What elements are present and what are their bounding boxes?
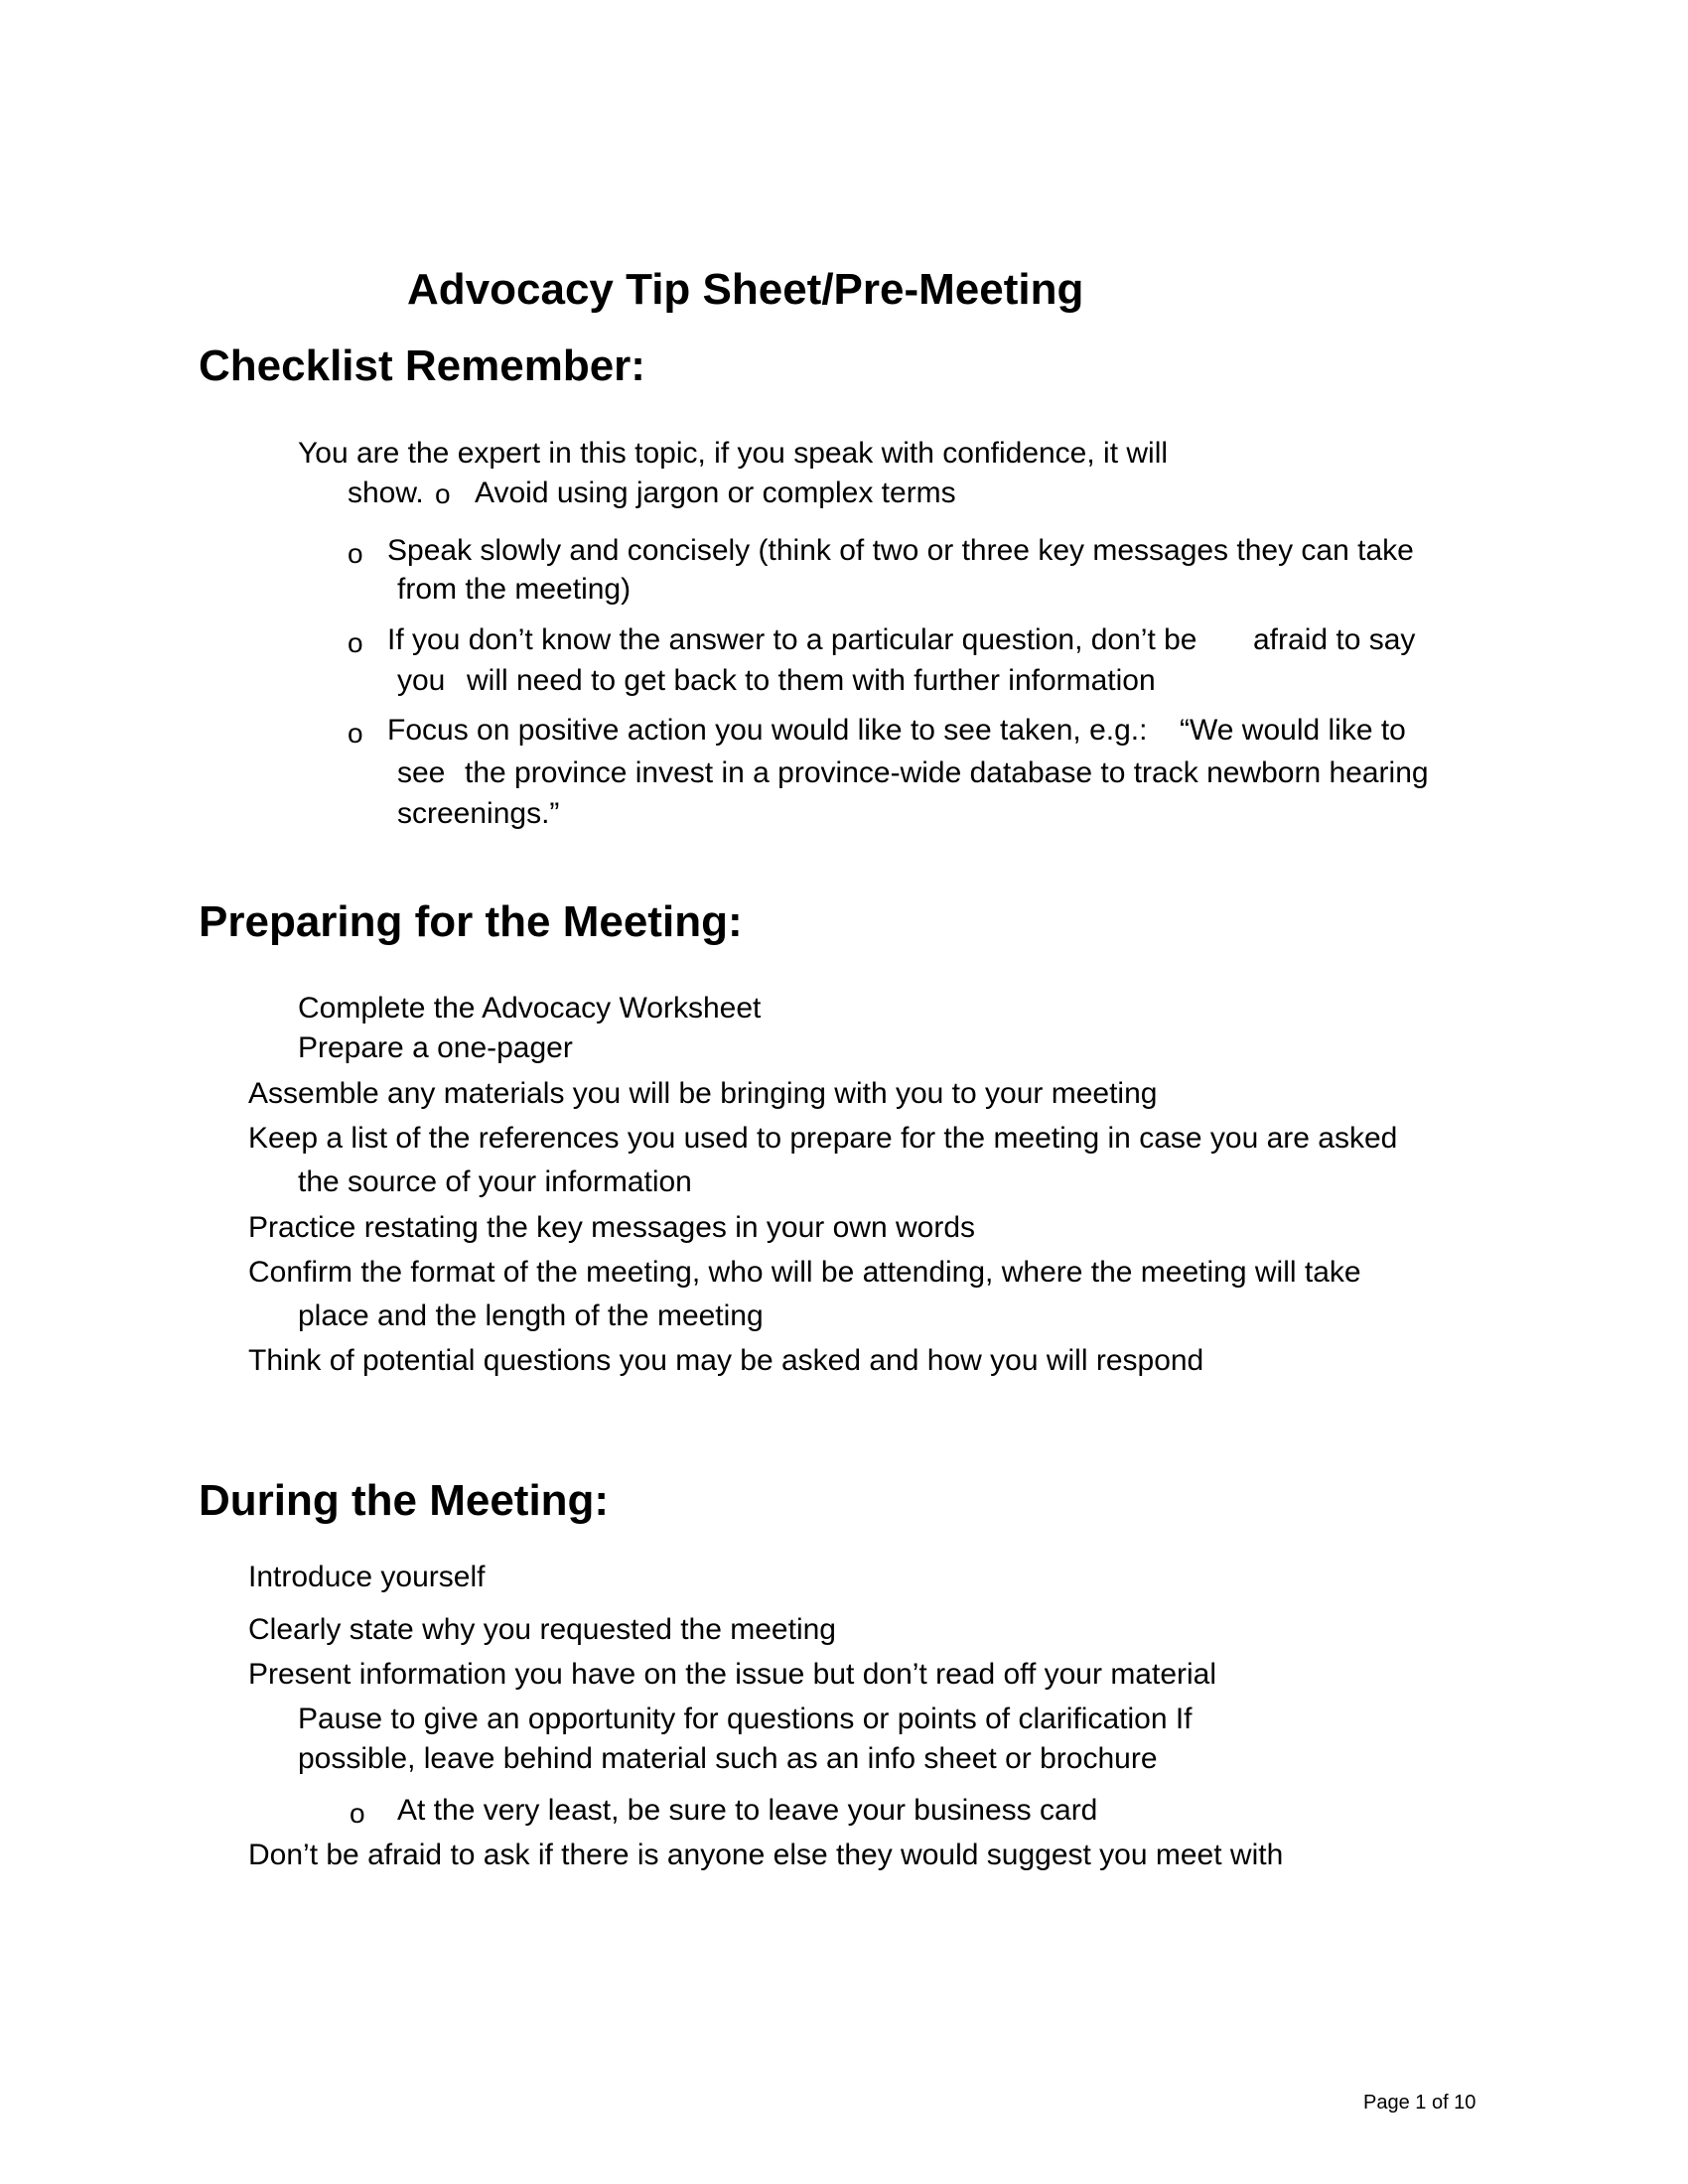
preparing-line: Complete the Advocacy Worksheet: [298, 992, 762, 1024]
preparing-line: the source of your information: [298, 1165, 692, 1198]
checklist-line: you: [397, 664, 446, 697]
checklist-line: If you don’t know the answer to a particular question, don’t be: [387, 623, 1197, 656]
preparing-line: Think of potential questions you may be asked and how you will respond: [248, 1344, 1204, 1377]
bullet-icon: o: [348, 718, 363, 749]
document-title: Advocacy Tip Sheet/Pre-Meeting: [407, 265, 1084, 314]
during-line: Don’t be afraid to ask if there is anyone else they would suggest you meet with: [248, 1839, 1284, 1871]
bullet-icon: o: [350, 1798, 365, 1829]
section-heading-preparing: Preparing for the Meeting:: [199, 897, 743, 946]
preparing-line: Confirm the format of the meeting, who will be attending, where the meeting will take: [248, 1256, 1361, 1289]
during-line: At the very least, be sure to leave your business card: [397, 1794, 1098, 1827]
bullet-icon: o: [435, 478, 451, 509]
checklist-line: Speak slowly and concisely (think of two or three key messages they can take: [387, 534, 1414, 567]
bullet-icon: o: [348, 538, 363, 569]
checklist-line: You are the expert in this topic, if you speak with confidence, it will: [298, 437, 1169, 470]
preparing-line: Assemble any materials you will be bringing with you to your meeting: [248, 1077, 1158, 1110]
during-line: Introduce yourself: [248, 1561, 486, 1593]
during-line: Pause to give an opportunity for questions or points of clarification If: [298, 1703, 1193, 1735]
bullet-icon: o: [348, 627, 363, 658]
preparing-line: place and the length of the meeting: [298, 1299, 764, 1332]
section-heading-checklist: Checklist Remember:: [199, 341, 645, 390]
during-line: Present information you have on the issue but don’t read off your material: [248, 1658, 1217, 1691]
preparing-line: Prepare a one-pager: [298, 1031, 573, 1064]
checklist-line: will need to get back to them with further information: [467, 664, 1156, 697]
during-line: possible, leave behind material such as an info sheet or brochure: [298, 1742, 1158, 1775]
checklist-line: show.: [348, 477, 424, 509]
checklist-line: afraid to say: [1253, 623, 1416, 656]
section-heading-during: During the Meeting:: [199, 1476, 610, 1525]
checklist-line: Focus on positive action you would like to see taken, e.g.:: [387, 714, 1148, 747]
checklist-line: screenings.”: [397, 797, 560, 830]
checklist-line: from the meeting): [397, 573, 632, 606]
checklist-line: the province invest in a province-wide database to track newborn hearing: [465, 756, 1429, 789]
during-line: Clearly state why you requested the meeting: [248, 1613, 836, 1646]
page-number: Page 1 of 10: [1363, 2092, 1477, 2114]
checklist-line: “We would like to: [1180, 714, 1406, 747]
checklist-line: Avoid using jargon or complex terms: [475, 477, 956, 509]
checklist-line: see: [397, 756, 446, 789]
preparing-line: Keep a list of the references you used to prepare for the meeting in case you are asked: [248, 1122, 1398, 1155]
preparing-line: Practice restating the key messages in your own words: [248, 1211, 975, 1244]
